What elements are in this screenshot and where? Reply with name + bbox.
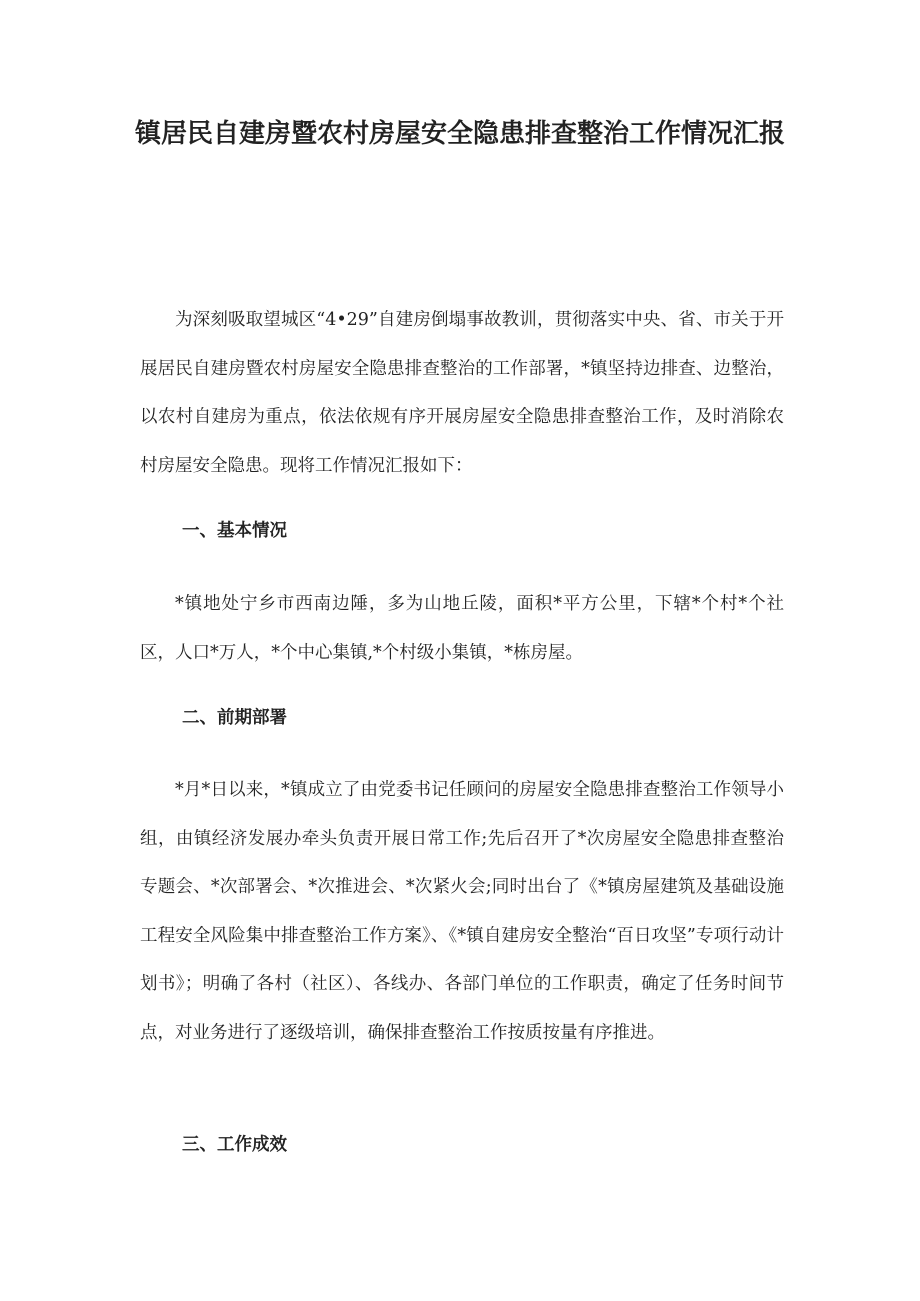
document-title: 镇居民自建房暨农村房屋安全隐患排查整治工作情况汇报 [134, 119, 785, 149]
section-heading-basic-situation: 一、基本情况 [182, 521, 287, 541]
section-heading-work-results: 三、工作成效 [182, 1135, 287, 1155]
intro-paragraph: 为深刻吸取望城区“4•29”自建房倒塌事故教训，贯彻落实中央、省、市关于开展居民自建房暨农村房屋安全隐患排查整治的工作部署，*镇坚持边排查、边整治，以农村自建房为重点，依法依规有序开展房屋安全隐患排查整治工作，及时消除农村房屋安全隐患。现将工作情况汇报如下： [140, 310, 784, 476]
section-heading-preliminary-deployment: 二、前期部署 [182, 708, 287, 728]
preliminary-deployment-paragraph: *月*日以来，*镇成立了由党委书记任顾问的房屋安全隐患排查整治工作领导小组，由镇经济发展办牵头负责开展日常工作;先后召开了*次房屋安全隐患排查整治专题会、*次部署会、*次推进会、*次紧火会;同时出台了《*镇房屋建筑及基础设施工程安全风险集中排查整治工作方案》、《*镇自建房安全整治“百日攻坚”专项行动计划书》；明确了各村（社区）、各线办、各部门单位的工作职责，确定了任务时间节点，对业务进行了逐级培训，确保排查整治工作按质按量有序推进。 [140, 780, 784, 1043]
basic-situation-paragraph: *镇地处宁乡市西南边陲，多为山地丘陵，面积*平方公里，下辖*个村*个社区，人口*万人，*个中心集镇,*个村级小集镇，*栋房屋。 [140, 594, 784, 663]
